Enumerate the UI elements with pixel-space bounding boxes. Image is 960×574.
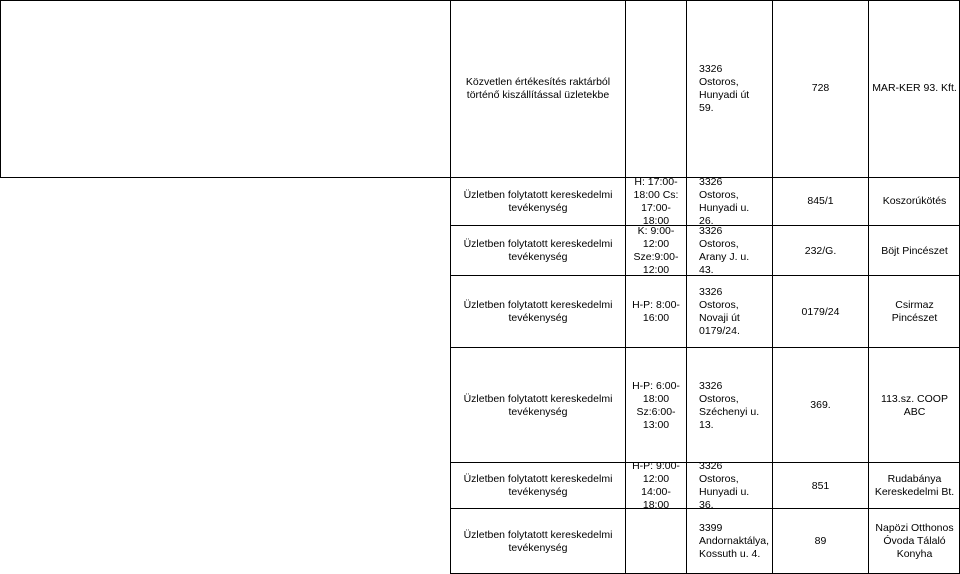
activity-cell: Üzletben folytatott kereskedelmi tevékenység xyxy=(463,188,613,214)
activity-cell: Üzletben folytatott kereskedelmi tevékenység xyxy=(463,473,613,498)
table-row xyxy=(0,177,960,226)
address-cell: 3326 Ostoros, Hunyadi u. 26. xyxy=(699,175,750,227)
address-cell: 3326 Ostoros, Hunyadi u. 36. xyxy=(699,460,750,511)
address-cell: 3326 Ostoros, Hunyadi út 59. xyxy=(699,62,750,114)
hours-cell: H-P: 9:00-12:00 14:00-18:00 xyxy=(632,460,680,511)
table-row xyxy=(0,460,960,511)
table-row xyxy=(0,509,960,574)
table-row xyxy=(0,276,960,348)
table-row xyxy=(0,348,960,463)
address-cell: 3326 Ostoros, Novaji út 0179/24. xyxy=(699,286,740,337)
hours-cell: H: 17:00-18:00 Cs: 17:00-18:00 xyxy=(633,175,679,227)
number-cell: 232/G. xyxy=(804,244,837,257)
address-cell: 3326 Ostoros, Széchenyi u. 13. xyxy=(699,379,760,431)
name-cell: 113.sz. COOP ABC xyxy=(881,392,948,418)
number-cell: 728 xyxy=(811,82,830,94)
number-cell: 851 xyxy=(811,479,830,492)
activity-cell: Üzletben folytatott kereskedelmi tevékenység xyxy=(463,238,613,263)
hours-cell: H-P: 8:00-16:00 xyxy=(632,299,680,324)
hours-cell xyxy=(626,509,686,574)
hours-cell: K: 9:00-12:00 Sze:9:00-12:00 xyxy=(633,225,679,276)
activity-cell: Közvetlen értékesítés raktárból történő kiszállítással üzletekbe xyxy=(465,75,611,101)
activity-cell: Üzletben folytatott kereskedelmi tevékenység xyxy=(463,392,613,418)
name-cell: Koszorúkötés xyxy=(882,195,947,207)
number-cell: 89 xyxy=(814,535,827,547)
name-cell: Böjt Pincészet xyxy=(881,244,948,257)
name-cell: MAR-KER 93. Kft. xyxy=(872,82,957,94)
address-cell: 3326 Ostoros, Arany J. u. 43. xyxy=(699,225,750,276)
activity-cell: Üzletben folytatott kereskedelmi tevékenység xyxy=(463,528,613,554)
name-cell: Csirmaz Pincészet xyxy=(891,299,938,324)
hours-cell: H-P: 6:00-18:00 Sz:6:00-13:00 xyxy=(632,379,680,431)
address-cell: 3399 Andornaktálya, Kossuth u. 4. xyxy=(699,522,770,560)
number-cell: 845/1 xyxy=(807,195,834,207)
name-cell: Rudabánya Kereskedelmi Bt. xyxy=(874,473,955,498)
number-cell: 369. xyxy=(810,399,831,411)
hours-cell xyxy=(626,0,686,177)
activity-cell: Üzletben folytatott kereskedelmi tevékenység xyxy=(463,299,613,324)
table-row xyxy=(0,226,960,276)
table-row xyxy=(0,0,960,177)
name-cell: Napözi Otthonos Óvoda Tálaló Konyha xyxy=(875,522,954,560)
number-cell: 0179/24 xyxy=(801,305,840,318)
